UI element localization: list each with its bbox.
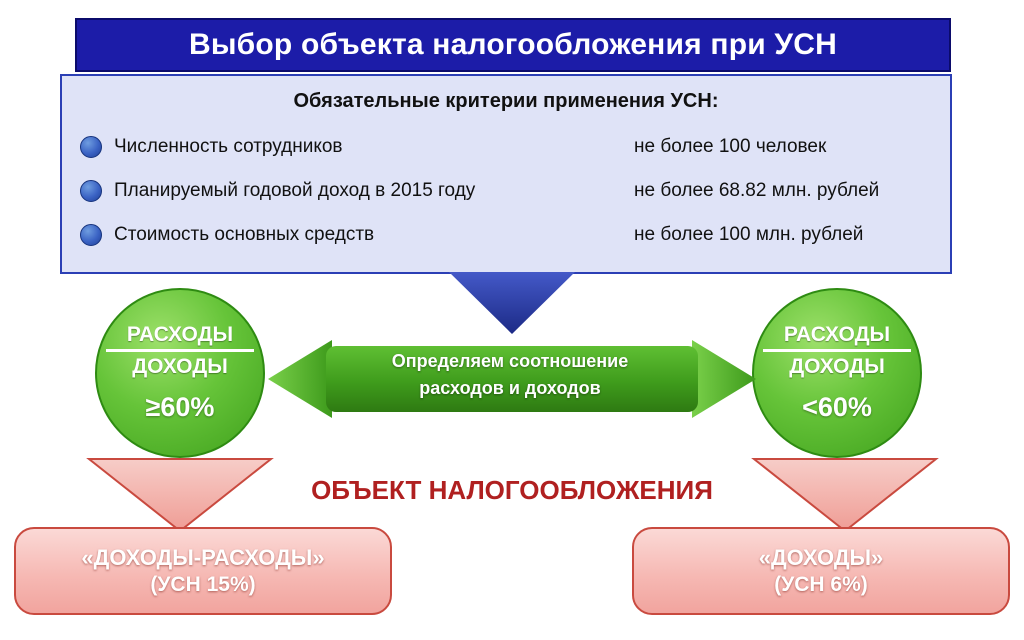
bullet-icon <box>80 224 102 246</box>
result-right-line1: «ДОХОДЫ» <box>758 545 884 571</box>
fraction-numerator: РАСХОДЫ <box>126 322 234 346</box>
result-left-line1: «ДОХОДЫ-РАСХОДЫ» <box>81 545 325 571</box>
bullet-icon <box>80 136 102 158</box>
result-box-left <box>14 527 392 615</box>
list-item <box>62 125 950 169</box>
result-left-line2: (УСН 15%) <box>150 572 256 596</box>
criteria-value: не более 68.82 млн. рублей <box>634 180 880 201</box>
fraction-denominator: ДОХОДЫ <box>132 355 228 378</box>
criteria-label: Планируемый годовой доход в 2015 году <box>114 180 476 201</box>
ratio-fraction-left <box>106 323 254 378</box>
object-title: ОБЪЕКТ НАЛОГООБЛОЖЕНИЯ <box>311 475 713 505</box>
list-item <box>62 169 950 213</box>
page-title-text: Выбор объекта налогообложения при УСН <box>188 28 838 61</box>
fraction-bar <box>763 349 911 352</box>
list-item <box>62 213 950 257</box>
center-arrow-text <box>310 348 710 402</box>
ratio-fraction-right <box>763 323 911 378</box>
bullet-icon <box>80 180 102 202</box>
panel-down-arrow-icon <box>449 272 575 334</box>
criteria-list <box>62 125 950 257</box>
criteria-value: не более 100 человек <box>634 136 827 157</box>
criteria-panel <box>60 74 952 274</box>
center-arrow-line2: расходов и доходов <box>419 378 601 398</box>
percent-value-left: ≥60% <box>145 392 215 423</box>
criteria-heading: Обязательные критерии применения УСН: <box>293 90 719 112</box>
fraction-bar <box>106 349 254 352</box>
green-circle-right <box>752 288 922 458</box>
percent-value-right: <60% <box>802 392 872 423</box>
fraction-denominator: ДОХОДЫ <box>789 355 885 378</box>
criteria-value: не более 100 млн. рублей <box>634 224 864 245</box>
page-title <box>75 18 951 72</box>
result-box-right <box>632 527 1010 615</box>
criteria-label: Стоимость основных средств <box>114 224 375 245</box>
result-right-line2: (УСН 6%) <box>774 572 868 596</box>
green-circle-left <box>95 288 265 458</box>
criteria-label: Численность сотрудников <box>114 136 343 157</box>
center-arrow-line1: Определяем соотношение <box>391 351 629 371</box>
fraction-numerator: РАСХОДЫ <box>783 322 891 346</box>
